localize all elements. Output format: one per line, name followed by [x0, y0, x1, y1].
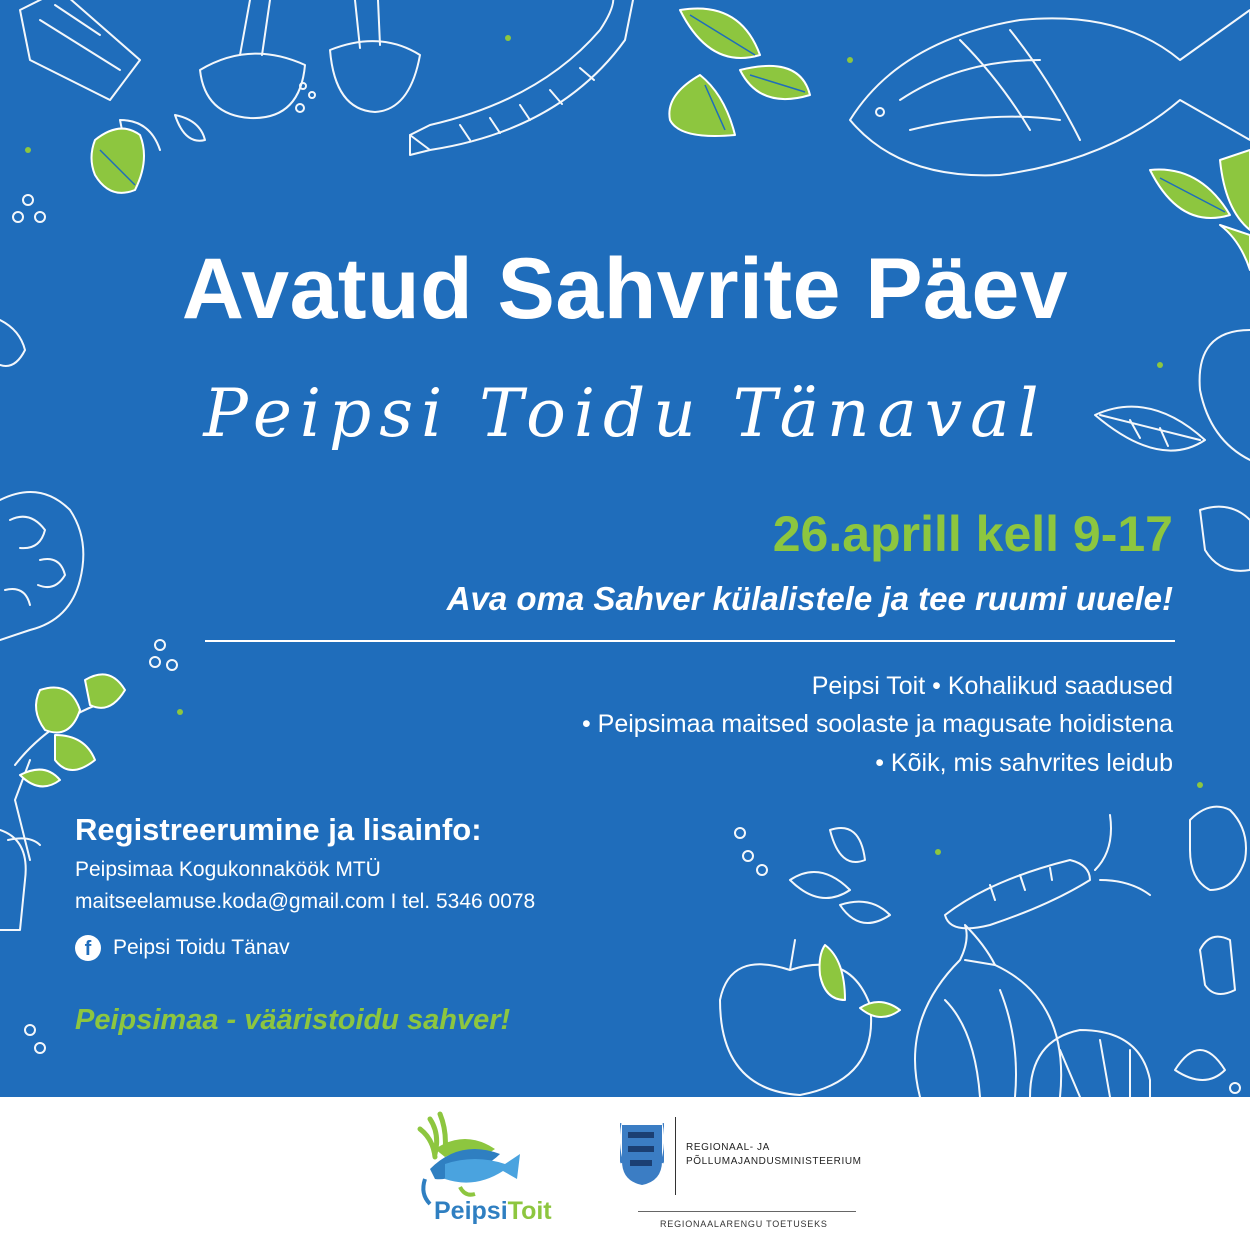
registration-organization: Peipsimaa Kogukonnaköök MTÜ	[75, 858, 381, 881]
footer-logos	[0, 1097, 1250, 1250]
feature-item: Peipsi Toit • Kohalikud saadused	[811, 672, 1173, 700]
support-text: REGIONAALARENGU TOETUSEKS	[660, 1219, 828, 1229]
logo-word-peipsi: Peipsi	[434, 1197, 508, 1225]
facebook-link[interactable]	[75, 935, 290, 961]
estonian-coat-of-arms-icon	[620, 1123, 664, 1187]
feature-item: • Peipsimaa maitsed soolaste ja magusate hoidistena	[581, 710, 1173, 738]
ministry-name-line-1: REGIONAAL- JA	[686, 1142, 770, 1153]
event-title: Avatud Sahvrite Päev	[181, 241, 1069, 337]
onion-illustration	[915, 925, 1061, 1097]
mushroom-illustration	[200, 54, 305, 118]
feature-item: • Kõik, mis sahvrites leidub	[875, 749, 1173, 777]
peipsitoit-logo-text	[434, 1197, 552, 1226]
ministry-logo	[620, 1117, 880, 1229]
event-subtitle-script: Peipsi Toidu Tänaval	[203, 375, 1047, 452]
ministry-name	[686, 1141, 862, 1169]
divider-line	[205, 640, 1175, 642]
cucumber-illustration	[410, 0, 635, 150]
slogan: Peipsimaa - vääristoidu sahver!	[75, 1004, 511, 1036]
event-date: 26.aprill kell 9-17	[772, 506, 1173, 562]
cauliflower-illustration	[0, 492, 83, 640]
ministry-name-line-2: PÕLLUMAJANDUSMINISTEERIUM	[686, 1156, 862, 1167]
event-tagline: Ava oma Sahver külalistele ja tee ruumi uuele!	[446, 580, 1173, 617]
logo-word-toit: Toit	[507, 1197, 552, 1225]
registration-heading: Registreerumine ja lisainfo:	[75, 812, 482, 847]
apple-illustration	[720, 964, 871, 1095]
carrot-illustration	[945, 860, 1090, 928]
support-divider	[638, 1211, 856, 1212]
ministry-divider	[675, 1117, 676, 1195]
facebook-icon: f	[75, 935, 101, 961]
facebook-page-name: Peipsi Toidu Tänav	[113, 936, 290, 959]
registration-contact[interactable]: maitseelamuse.koda@gmail.com I tel. 5346 0078	[75, 890, 536, 913]
